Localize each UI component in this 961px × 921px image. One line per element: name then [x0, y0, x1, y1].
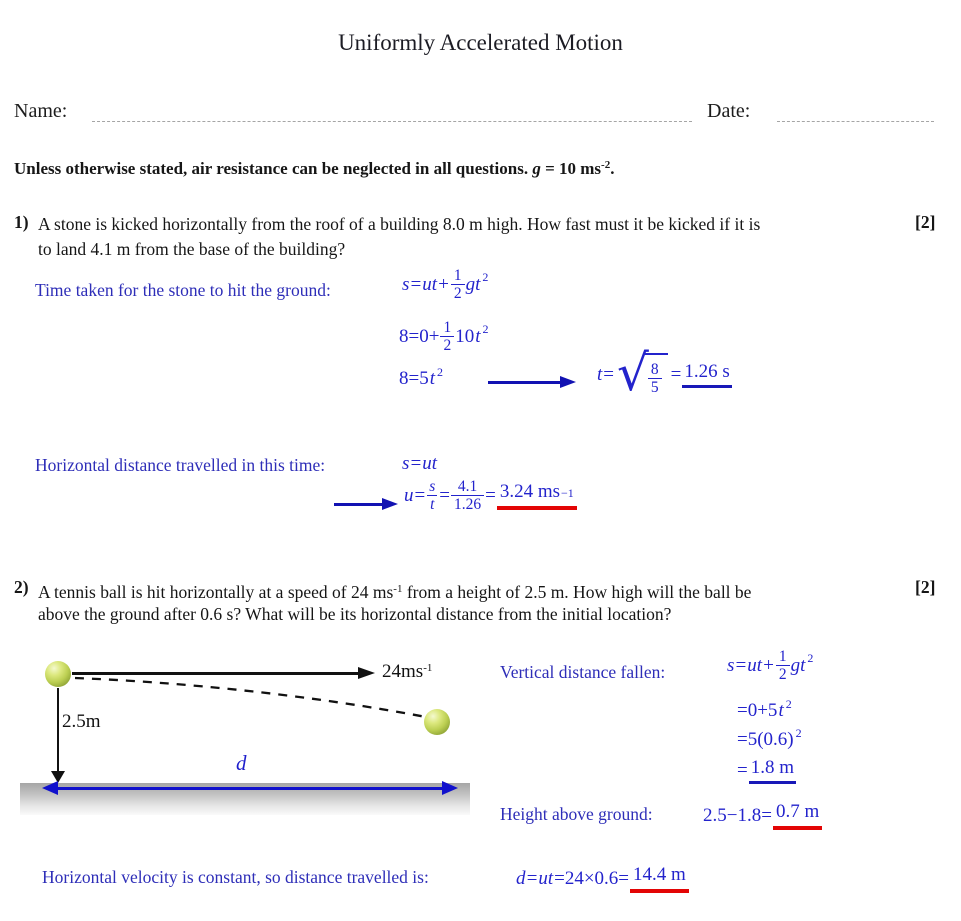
eq-token: 2 [451, 284, 465, 302]
sol2-height-label: Height above ground: [500, 804, 653, 824]
sol2-vertical-label: Vertical distance fallen: [500, 662, 666, 682]
radical-icon: √ [617, 344, 649, 402]
eq-step2 [399, 364, 443, 390]
eq-suvat [402, 267, 488, 303]
eq-fall-step1 [737, 696, 792, 722]
q2-sup: -1 [393, 583, 403, 595]
name-line [92, 121, 692, 122]
flow-arrow-icon [488, 381, 560, 384]
instruction-period: . [610, 159, 615, 178]
fraction-half [776, 648, 790, 684]
eq-speed-result [404, 478, 577, 514]
eq-time-result [597, 344, 732, 402]
eq-token: 1 [453, 267, 462, 284]
eq-s-ut [402, 453, 437, 475]
q2-number: 2) [14, 577, 29, 597]
height-arrow-icon [57, 688, 59, 771]
fraction-s-t [426, 478, 438, 514]
eq-token: s=ut+ [727, 654, 775, 676]
date-line [777, 121, 934, 122]
eq-token: gt [465, 273, 481, 295]
fraction-values [451, 478, 484, 514]
square-root [617, 344, 668, 402]
distance-label: d [236, 751, 247, 775]
eq-token: 2 [795, 725, 802, 740]
eq-token: =5(0.6) [737, 729, 794, 750]
eq-token: = [414, 484, 426, 506]
eq-token: t [778, 700, 784, 721]
eq-token: 8=0+ [399, 325, 440, 347]
eq-token: gt [790, 654, 806, 676]
eq-token: = [670, 363, 682, 385]
eq-token: t [597, 363, 603, 385]
eq-token: s [429, 478, 436, 495]
q2-marks: [2] [915, 577, 936, 597]
q1-marks: [2] [915, 212, 936, 232]
eq-token: u [404, 484, 414, 506]
q2-text: A tennis ball is hit horizontally at a speed of 24 ms [38, 582, 394, 602]
page-title: Uniformly Accelerated Motion [338, 30, 623, 55]
eq-height [703, 801, 822, 830]
eq-token: 5 [648, 378, 662, 396]
eq-token: t [475, 325, 481, 347]
eq-token: 3.24 ms [499, 481, 561, 503]
eq-token: 2 [437, 364, 443, 379]
eq-token: = [485, 484, 496, 506]
answer-fall: 1.8 m [749, 757, 796, 784]
instruction-exponent: -2 [601, 159, 611, 171]
date-label: Date: [707, 100, 751, 122]
answer-speed [497, 481, 577, 510]
q2-text: from a height of 2.5 m. How high will the ball be [402, 582, 752, 602]
q1-text-line2: to land 4.1 m from the base of the building? [38, 239, 346, 259]
eq-token: s=ut [402, 453, 437, 474]
sol1-distance-label: Horizontal distance travelled in this time: [35, 455, 326, 475]
eq-fall-result [737, 757, 796, 784]
eq-token: 2 [807, 651, 814, 666]
eq-token: = [439, 484, 450, 506]
eq-token: 8=5 [399, 368, 429, 389]
answer-time: 1.26 s [682, 361, 731, 388]
eq-token: t [427, 495, 437, 513]
velocity-label [382, 661, 432, 683]
ball-start [45, 661, 71, 687]
projectile-diagram [20, 645, 475, 820]
g-variable: g [532, 159, 541, 178]
answer-distance: 14.4 m [630, 864, 689, 893]
answer-height: 0.7 m [773, 801, 822, 830]
eq-token: s=ut+ [402, 273, 450, 295]
eq-token: 2.5−1.8= [703, 804, 772, 826]
flow-arrow-icon [334, 503, 382, 506]
eq-fall-step2 [737, 725, 802, 751]
eq-token: d=ut [516, 867, 554, 889]
eq-suvat2 [727, 648, 813, 684]
eq-token: 4.1 [457, 478, 478, 495]
velocity-sup: -1 [423, 662, 433, 674]
velocity-value: 24ms [382, 661, 424, 682]
eq-token: = [603, 363, 614, 385]
fraction-half [440, 319, 454, 355]
eq-token: −1 [561, 486, 574, 501]
eq-token: 2 [440, 336, 454, 354]
q1-text-line1: A stone is kicked horizontally from the roof of a building 8.0 m high. How fast must it be kicked if it is [38, 214, 761, 234]
instruction-text [14, 159, 614, 179]
eq-token: 1 [443, 319, 452, 336]
ball-end [424, 709, 450, 735]
q2-text-line1 [38, 577, 751, 605]
eq-step1 [399, 319, 488, 355]
eq-token: 2 [482, 322, 489, 337]
instruction-equals: = 10 ms [540, 159, 602, 178]
height-label: 2.5m [62, 711, 101, 732]
q2-text-line2: above the ground after 0.6 s? What will be its horizontal distance from the initial location? [38, 604, 672, 624]
eq-distance [516, 864, 689, 893]
eq-token: 2 [785, 696, 792, 711]
eq-token: = [737, 759, 748, 781]
eq-token: 8 [650, 361, 659, 378]
eq-token: 2 [776, 665, 790, 683]
instruction-main: Unless otherwise stated, air resistance can be neglected in all questions. [14, 159, 533, 178]
eq-token: t [429, 368, 435, 389]
sol1-time-label: Time taken for the stone to hit the ground: [35, 280, 331, 300]
velocity-arrow-icon [72, 672, 358, 675]
fraction-8-5 [648, 361, 662, 397]
eq-token: =24×0.6= [554, 867, 630, 889]
q1-number: 1) [14, 212, 29, 232]
name-label: Name: [14, 100, 68, 122]
eq-token: =0+5 [737, 700, 778, 721]
eq-token: 2 [482, 270, 489, 285]
eq-token: 1 [778, 648, 787, 665]
sol2-horizontal-label: Horizontal velocity is constant, so distance travelled is: [42, 867, 429, 887]
fraction-half [451, 267, 465, 303]
eq-token: 1.26 [451, 495, 484, 513]
distance-arrow-icon [57, 787, 443, 790]
eq-token: 10 [455, 325, 475, 347]
